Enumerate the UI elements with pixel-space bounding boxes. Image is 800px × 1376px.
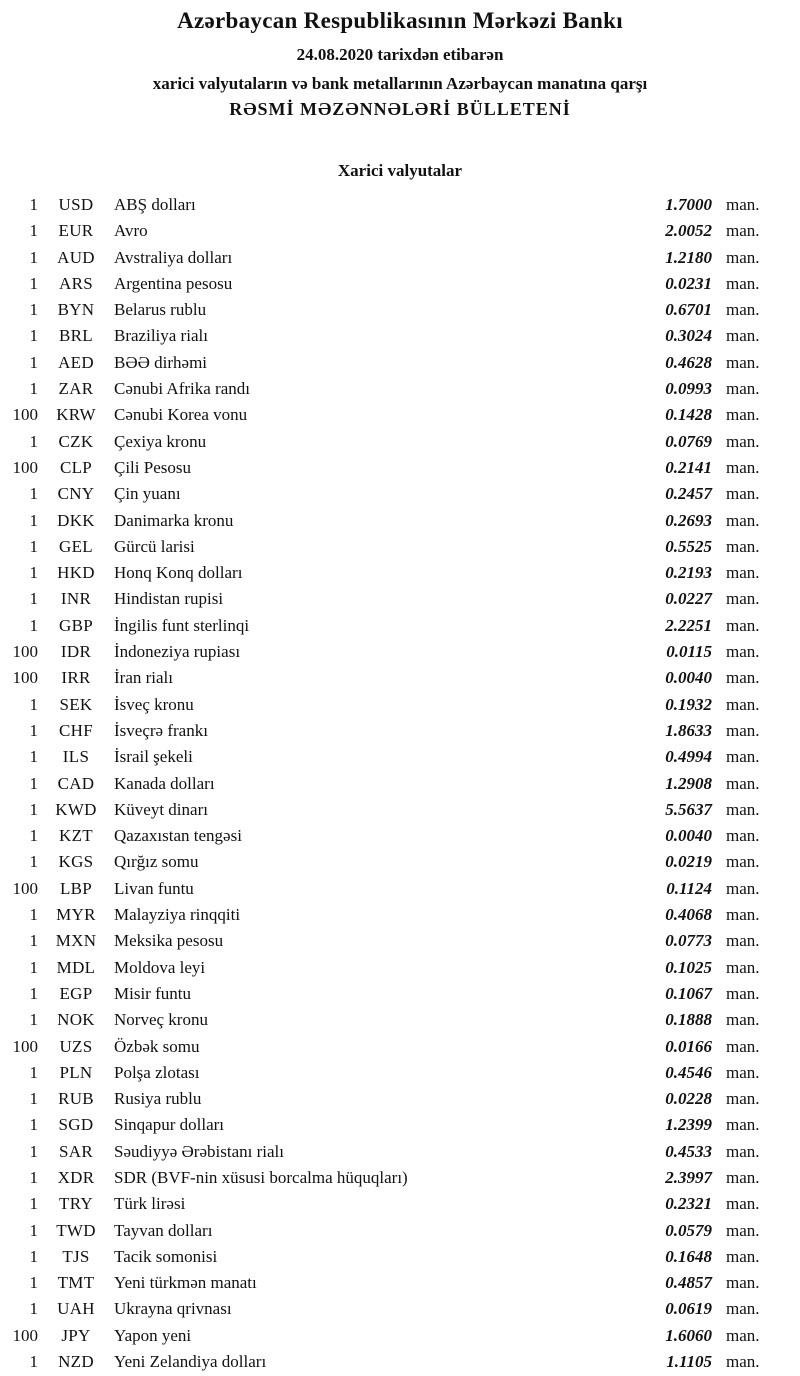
row-currency-code: CAD bbox=[57, 773, 95, 793]
row-currency-name: Yeni Zelandiya dolları bbox=[114, 1352, 267, 1372]
row-quantity: 1 bbox=[29, 615, 38, 635]
row-rate: 0.1067 bbox=[665, 983, 712, 1003]
row-quantity: 1 bbox=[29, 799, 38, 819]
row-unit: man. bbox=[726, 1062, 760, 1082]
row-currency-name: Tacik somonisi bbox=[114, 1246, 218, 1266]
table-row bbox=[0, 1349, 800, 1375]
table-row bbox=[0, 192, 800, 218]
row-currency-name: Cənubi Afrika randı bbox=[114, 379, 250, 399]
row-currency-name: İsrail şekeli bbox=[114, 747, 193, 767]
table-row bbox=[0, 639, 800, 665]
row-currency-name: Malayziya rinqqiti bbox=[114, 905, 241, 925]
row-currency-name: Özbək somu bbox=[114, 1036, 200, 1056]
row-currency-code: SAR bbox=[59, 1141, 93, 1161]
row-currency-name: Belarus rublu bbox=[114, 300, 207, 320]
table-row bbox=[0, 245, 800, 271]
row-currency-name: Qazaxıstan tengəsi bbox=[114, 826, 242, 846]
row-rate: 0.4857 bbox=[665, 1273, 712, 1293]
row-currency-code: CLP bbox=[59, 457, 93, 477]
row-rate: 0.5525 bbox=[665, 536, 712, 556]
row-quantity: 1 bbox=[29, 983, 38, 1003]
row-unit: man. bbox=[726, 747, 760, 767]
row-rate: 0.2141 bbox=[665, 457, 712, 477]
row-unit: man. bbox=[726, 615, 760, 635]
table-row bbox=[0, 481, 800, 507]
row-currency-code: JPY bbox=[61, 1325, 91, 1345]
table-row bbox=[0, 1086, 800, 1112]
table-row bbox=[0, 744, 800, 770]
table-row bbox=[0, 508, 800, 534]
row-currency-code: AED bbox=[58, 352, 94, 372]
row-currency-name: Hindistan rupisi bbox=[114, 589, 224, 609]
row-rate: 0.2457 bbox=[665, 484, 712, 504]
table-row bbox=[0, 981, 800, 1007]
row-quantity: 1 bbox=[29, 720, 38, 740]
row-currency-code: IRR bbox=[61, 668, 91, 688]
row-currency-name: Yeni türkmən manatı bbox=[114, 1273, 257, 1293]
row-quantity: 1 bbox=[29, 1299, 38, 1319]
row-currency-name: Gürcü larisi bbox=[114, 536, 195, 556]
row-currency-code: TJS bbox=[62, 1246, 90, 1266]
bank-title: Azərbaycan Respublikasının Mərkəzi Bankı bbox=[177, 8, 623, 33]
row-unit: man. bbox=[726, 405, 760, 425]
row-unit: man. bbox=[726, 799, 760, 819]
row-currency-name: Çili Pesosu bbox=[114, 457, 191, 477]
row-rate: 0.1025 bbox=[665, 957, 712, 977]
row-quantity: 100 bbox=[12, 642, 38, 662]
row-unit: man. bbox=[726, 826, 760, 846]
row-currency-code: TRY bbox=[59, 1194, 93, 1214]
row-rate: 1.2399 bbox=[665, 1115, 712, 1135]
table-row bbox=[0, 718, 800, 744]
row-quantity: 100 bbox=[12, 457, 38, 477]
row-rate: 0.3024 bbox=[665, 326, 712, 346]
row-rate: 0.1124 bbox=[666, 878, 712, 898]
row-unit: man. bbox=[726, 1115, 760, 1135]
row-quantity: 1 bbox=[29, 195, 38, 214]
row-rate: 0.0040 bbox=[665, 826, 712, 846]
row-unit: man. bbox=[726, 536, 760, 556]
row-currency-name: Argentina pesosu bbox=[114, 273, 233, 293]
row-currency-name: Honq Konq dolları bbox=[114, 563, 243, 583]
table-row bbox=[0, 1034, 800, 1060]
row-unit: man. bbox=[726, 668, 760, 688]
row-currency-name: Tayvan dolları bbox=[114, 1220, 213, 1240]
row-currency-name: Avro bbox=[114, 221, 148, 241]
row-currency-name: Küveyt dinarı bbox=[114, 799, 208, 819]
row-currency-code: RUB bbox=[58, 1089, 94, 1109]
row-currency-code: NZD bbox=[58, 1352, 94, 1372]
row-quantity: 100 bbox=[12, 668, 38, 688]
row-unit: man. bbox=[726, 1273, 760, 1293]
table-row bbox=[0, 455, 800, 481]
table-row bbox=[0, 613, 800, 639]
row-rate: 0.6701 bbox=[665, 300, 712, 320]
row-quantity: 1 bbox=[29, 1141, 38, 1161]
row-currency-name: Meksika pesosu bbox=[114, 931, 224, 951]
row-rate: 0.2193 bbox=[665, 563, 712, 583]
row-rate: 0.0040 bbox=[665, 668, 712, 688]
row-currency-code: MDL bbox=[56, 957, 96, 977]
row-unit: man. bbox=[726, 431, 760, 451]
row-currency-code: EUR bbox=[58, 221, 94, 241]
row-currency-name: İsveçrə frankı bbox=[114, 720, 208, 740]
row-currency-code: KGS bbox=[58, 852, 94, 872]
currency-table bbox=[0, 192, 800, 1375]
table-row bbox=[0, 771, 800, 797]
table-row bbox=[0, 429, 800, 455]
row-currency-code: KWD bbox=[55, 799, 97, 819]
row-unit: man. bbox=[726, 1141, 760, 1161]
row-currency-name: Türk lirəsi bbox=[114, 1194, 186, 1214]
row-rate: 0.1932 bbox=[665, 694, 712, 714]
row-unit: man. bbox=[726, 1010, 760, 1030]
row-currency-code: USD bbox=[58, 195, 94, 214]
row-unit: man. bbox=[726, 1089, 760, 1109]
table-row bbox=[0, 692, 800, 718]
row-currency-name: Norveç kronu bbox=[114, 1010, 208, 1030]
row-unit: man. bbox=[726, 457, 760, 477]
row-rate: 0.1648 bbox=[665, 1246, 712, 1266]
table-row bbox=[0, 1165, 800, 1191]
row-currency-code: XDR bbox=[57, 1167, 95, 1187]
row-currency-code: GBP bbox=[59, 615, 93, 635]
bulletin-header bbox=[0, 0, 800, 120]
row-quantity: 1 bbox=[29, 563, 38, 583]
row-rate: 0.0773 bbox=[665, 931, 712, 951]
row-quantity: 1 bbox=[29, 1115, 38, 1135]
row-quantity: 1 bbox=[29, 1010, 38, 1030]
row-currency-code: NOK bbox=[57, 1010, 95, 1030]
row-currency-code: SEK bbox=[59, 694, 93, 714]
row-currency-code: CNY bbox=[57, 484, 95, 504]
table-row bbox=[0, 1323, 800, 1349]
row-rate: 1.2908 bbox=[665, 773, 712, 793]
row-currency-code: CHF bbox=[59, 720, 93, 740]
table-row bbox=[0, 1244, 800, 1270]
table-row bbox=[0, 1191, 800, 1217]
row-unit: man. bbox=[726, 1167, 760, 1187]
table-row bbox=[0, 586, 800, 612]
row-quantity: 1 bbox=[29, 773, 38, 793]
row-rate: 0.4994 bbox=[665, 747, 712, 767]
row-unit: man. bbox=[726, 1246, 760, 1266]
row-rate: 0.0769 bbox=[665, 431, 712, 451]
row-unit: man. bbox=[726, 720, 760, 740]
row-currency-code: EGP bbox=[59, 983, 93, 1003]
row-unit: man. bbox=[726, 1352, 760, 1372]
row-currency-code: INR bbox=[60, 589, 92, 609]
row-quantity: 100 bbox=[12, 1325, 38, 1345]
row-rate: 0.0115 bbox=[666, 642, 712, 662]
row-quantity: 1 bbox=[29, 1352, 38, 1372]
row-rate: 0.0228 bbox=[665, 1089, 712, 1109]
table-row bbox=[0, 665, 800, 691]
row-unit: man. bbox=[726, 931, 760, 951]
table-row bbox=[0, 955, 800, 981]
row-unit: man. bbox=[726, 983, 760, 1003]
row-currency-code: GEL bbox=[59, 536, 93, 556]
row-currency-code: HKD bbox=[57, 563, 95, 583]
row-unit: man. bbox=[726, 1036, 760, 1056]
row-unit: man. bbox=[726, 878, 760, 898]
row-currency-code: KRW bbox=[56, 405, 96, 425]
row-currency-code: CZK bbox=[58, 431, 94, 451]
row-quantity: 1 bbox=[29, 931, 38, 951]
row-currency-name: İsveç kronu bbox=[114, 694, 194, 714]
row-currency-code: SGD bbox=[58, 1115, 94, 1135]
row-rate: 0.0231 bbox=[665, 273, 712, 293]
table-row bbox=[0, 560, 800, 586]
row-unit: man. bbox=[726, 694, 760, 714]
row-currency-name: SDR (BVF-nin xüsusi borcalma hüquqları) bbox=[114, 1167, 408, 1187]
table-row bbox=[0, 876, 800, 902]
row-rate: 0.0619 bbox=[665, 1299, 712, 1319]
row-rate: 1.6060 bbox=[665, 1325, 712, 1345]
row-rate: 0.1888 bbox=[665, 1010, 712, 1030]
table-row bbox=[0, 323, 800, 349]
row-quantity: 1 bbox=[29, 300, 38, 320]
row-unit: man. bbox=[726, 563, 760, 583]
table-row bbox=[0, 350, 800, 376]
row-rate: 2.0052 bbox=[665, 221, 712, 241]
row-currency-code: MXN bbox=[55, 931, 97, 951]
row-rate: 5.5637 bbox=[665, 799, 712, 819]
row-currency-name: Misir funtu bbox=[114, 983, 191, 1003]
row-quantity: 1 bbox=[29, 510, 38, 530]
row-quantity: 1 bbox=[29, 957, 38, 977]
effective-date: 24.08.2020 tarixdən etibarən bbox=[296, 45, 504, 64]
row-currency-name: Sinqapur dolları bbox=[114, 1115, 225, 1135]
row-quantity: 1 bbox=[29, 221, 38, 241]
row-currency-name: BƏƏ dirhəmi bbox=[114, 352, 208, 372]
table-row bbox=[0, 1296, 800, 1322]
row-rate: 0.0579 bbox=[665, 1220, 712, 1240]
row-currency-code: BYN bbox=[57, 300, 95, 320]
row-unit: man. bbox=[726, 273, 760, 293]
table-row bbox=[0, 297, 800, 323]
row-unit: man. bbox=[726, 1299, 760, 1319]
row-currency-code: KZT bbox=[59, 826, 93, 846]
row-unit: man. bbox=[726, 300, 760, 320]
table-row bbox=[0, 402, 800, 428]
row-rate: 2.3997 bbox=[665, 1167, 712, 1187]
row-unit: man. bbox=[726, 1194, 760, 1214]
row-currency-name: Kanada dolları bbox=[114, 773, 215, 793]
row-unit: man. bbox=[726, 957, 760, 977]
table-row bbox=[0, 1218, 800, 1244]
bulletin-title: RƏSMİ MƏZƏNNƏLƏRİ BÜLLETENİ bbox=[229, 99, 571, 119]
row-currency-name: Qırğız somu bbox=[114, 852, 199, 872]
row-quantity: 1 bbox=[29, 247, 38, 267]
row-currency-name: Yapon yeni bbox=[114, 1325, 192, 1345]
table-row bbox=[0, 823, 800, 849]
table-row bbox=[0, 376, 800, 402]
row-currency-name: Moldova leyi bbox=[114, 957, 206, 977]
row-currency-name: Polşa zlotası bbox=[114, 1062, 200, 1082]
row-quantity: 1 bbox=[29, 1194, 38, 1214]
table-row bbox=[0, 534, 800, 560]
table-row bbox=[0, 902, 800, 928]
table-row bbox=[0, 218, 800, 244]
row-currency-code: BRL bbox=[59, 326, 93, 346]
row-currency-name: İndoneziya rupiası bbox=[114, 642, 241, 662]
row-rate: 2.2251 bbox=[665, 615, 712, 635]
row-currency-code: LBP bbox=[59, 878, 93, 898]
row-currency-name: Çexiya kronu bbox=[114, 431, 207, 451]
row-rate: 0.4546 bbox=[665, 1062, 712, 1082]
row-currency-code: IDR bbox=[60, 642, 92, 662]
table-row bbox=[0, 849, 800, 875]
row-unit: man. bbox=[726, 905, 760, 925]
row-quantity: 1 bbox=[29, 273, 38, 293]
row-currency-code: ARS bbox=[59, 273, 93, 293]
row-rate: 0.0227 bbox=[665, 589, 712, 609]
row-unit: man. bbox=[726, 510, 760, 530]
row-rate: 1.2180 bbox=[665, 247, 712, 267]
row-quantity: 1 bbox=[29, 826, 38, 846]
row-quantity: 1 bbox=[29, 484, 38, 504]
row-rate: 0.1428 bbox=[665, 405, 712, 425]
row-unit: man. bbox=[726, 1325, 760, 1345]
row-unit: man. bbox=[726, 1220, 760, 1240]
bulletin-subtitle: xarici valyutaların və bank metallarının Azərbaycan manatına qarşı bbox=[152, 74, 648, 93]
row-rate: 0.0993 bbox=[665, 379, 712, 399]
row-quantity: 1 bbox=[29, 1220, 38, 1240]
row-rate: 1.7000 bbox=[665, 195, 712, 214]
row-currency-name: Braziliya rialı bbox=[114, 326, 208, 346]
row-currency-name: İran rialı bbox=[114, 668, 173, 688]
row-currency-name: Livan funtu bbox=[114, 878, 194, 898]
row-currency-name: Çin yuanı bbox=[114, 484, 181, 504]
table-row bbox=[0, 1139, 800, 1165]
row-currency-name: Ukrayna qrivnası bbox=[114, 1299, 232, 1319]
row-rate: 1.1105 bbox=[666, 1352, 712, 1372]
row-unit: man. bbox=[726, 484, 760, 504]
table-row bbox=[0, 1112, 800, 1138]
row-quantity: 100 bbox=[12, 405, 38, 425]
row-currency-code: PLN bbox=[59, 1062, 93, 1082]
row-quantity: 1 bbox=[29, 1246, 38, 1266]
table-row bbox=[0, 797, 800, 823]
row-quantity: 1 bbox=[29, 326, 38, 346]
row-unit: man. bbox=[726, 852, 760, 872]
row-unit: man. bbox=[726, 589, 760, 609]
row-quantity: 1 bbox=[29, 1062, 38, 1082]
table-row bbox=[0, 1270, 800, 1296]
row-currency-code: UZS bbox=[59, 1036, 93, 1056]
row-currency-name: Səudiyyə Ərəbistanı rialı bbox=[114, 1141, 284, 1161]
row-rate: 0.4533 bbox=[665, 1141, 712, 1161]
row-currency-code: TWD bbox=[56, 1220, 96, 1240]
row-currency-code: ILS bbox=[62, 747, 90, 767]
row-unit: man. bbox=[726, 379, 760, 399]
row-currency-code: TMT bbox=[57, 1273, 95, 1293]
row-unit: man. bbox=[726, 352, 760, 372]
row-quantity: 1 bbox=[29, 852, 38, 872]
row-quantity: 1 bbox=[29, 431, 38, 451]
row-quantity: 1 bbox=[29, 1167, 38, 1187]
row-rate: 1.8633 bbox=[665, 720, 712, 740]
row-currency-code: ZAR bbox=[58, 379, 94, 399]
row-rate: 0.0219 bbox=[665, 852, 712, 872]
section-title: Xarici valyutalar bbox=[337, 161, 463, 180]
row-quantity: 100 bbox=[12, 1036, 38, 1056]
row-rate: 0.2693 bbox=[665, 510, 712, 530]
row-currency-code: DKK bbox=[57, 510, 95, 530]
row-rate: 0.4068 bbox=[665, 905, 712, 925]
row-unit: man. bbox=[726, 642, 760, 662]
row-quantity: 1 bbox=[29, 747, 38, 767]
row-quantity: 100 bbox=[12, 878, 38, 898]
row-quantity: 1 bbox=[29, 1089, 38, 1109]
row-currency-name: Cənubi Korea vonu bbox=[114, 405, 248, 425]
row-rate: 0.0166 bbox=[665, 1036, 712, 1056]
row-unit: man. bbox=[726, 773, 760, 793]
row-quantity: 1 bbox=[29, 536, 38, 556]
row-unit: man. bbox=[726, 326, 760, 346]
row-unit: man. bbox=[726, 221, 760, 241]
table-row bbox=[0, 928, 800, 954]
row-currency-code: AUD bbox=[57, 247, 95, 267]
table-row bbox=[0, 1007, 800, 1033]
row-unit: man. bbox=[726, 195, 760, 214]
row-quantity: 1 bbox=[29, 379, 38, 399]
row-quantity: 1 bbox=[29, 905, 38, 925]
row-quantity: 1 bbox=[29, 589, 38, 609]
row-currency-name: İngilis funt sterlinqi bbox=[114, 615, 250, 635]
row-currency-name: Danimarka kronu bbox=[114, 510, 234, 530]
row-currency-name: ABŞ dolları bbox=[114, 195, 196, 214]
row-currency-name: Rusiya rublu bbox=[114, 1089, 202, 1109]
row-quantity: 1 bbox=[29, 352, 38, 372]
row-rate: 0.4628 bbox=[665, 352, 712, 372]
row-quantity: 1 bbox=[29, 694, 38, 714]
row-currency-code: UAH bbox=[57, 1299, 95, 1319]
row-currency-code: MYR bbox=[56, 905, 96, 925]
row-unit: man. bbox=[726, 247, 760, 267]
table-row bbox=[0, 271, 800, 297]
row-quantity: 1 bbox=[29, 1273, 38, 1293]
table-row bbox=[0, 1060, 800, 1086]
row-rate: 0.2321 bbox=[665, 1194, 712, 1214]
row-currency-name: Avstraliya dolları bbox=[114, 247, 233, 267]
